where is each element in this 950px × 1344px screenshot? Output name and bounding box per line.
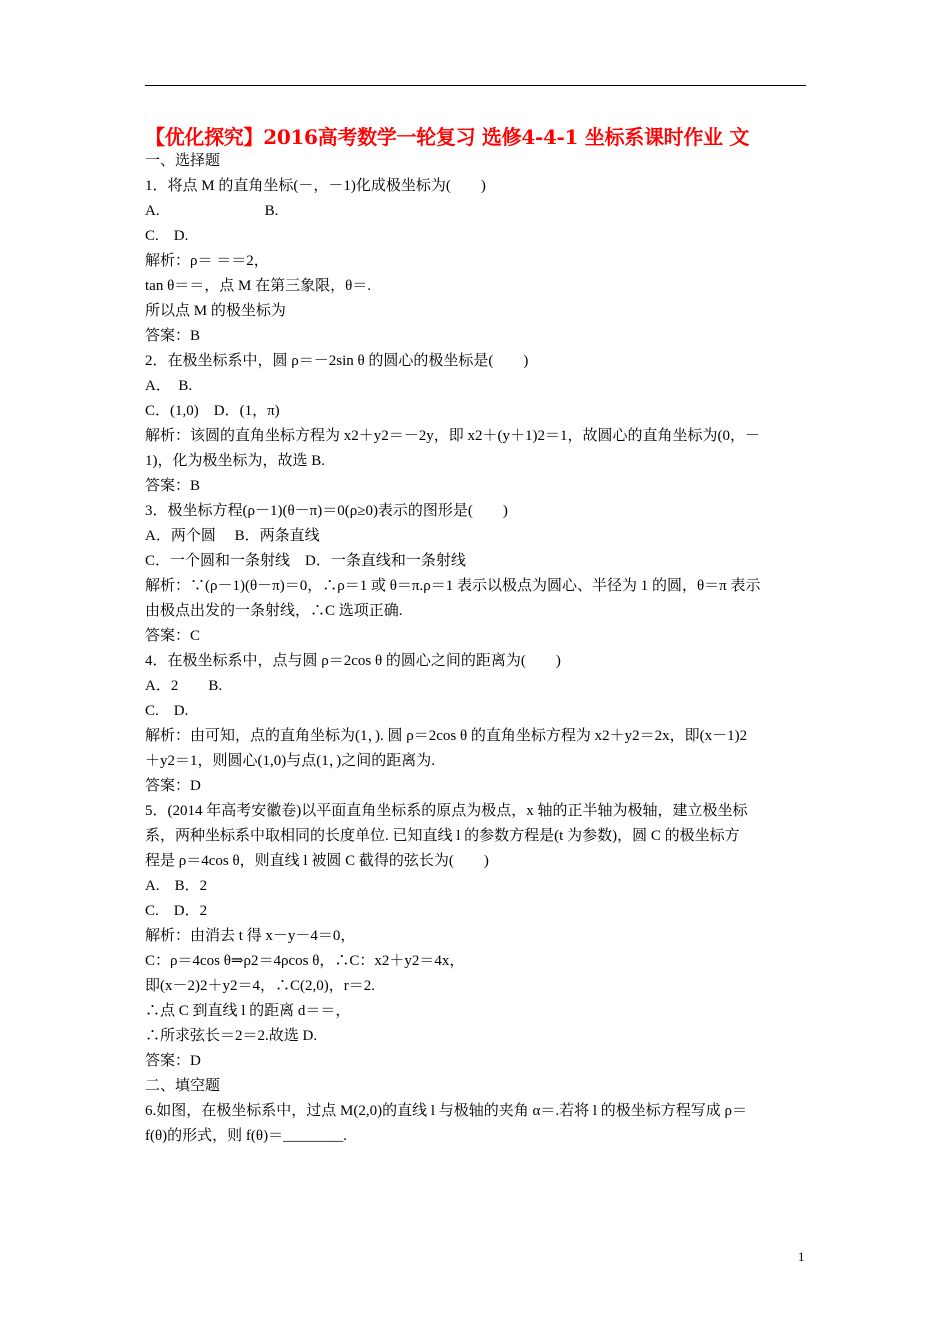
text-line: ∴所求弦长＝2＝2.故选 D. (145, 1028, 318, 1044)
text-line: 解析：该圆的直角坐标方程为 x2＋y2＝－2y，即 x2＋(y＋1)2＝1，故圆心的直角坐标为(0，－ (145, 428, 760, 444)
text-line: 解析：由消去 t 得 x－y－4＝0， (145, 928, 356, 944)
text-line: 3．极坐标方程(ρ－1)(θ－π)＝0(ρ≥0)表示的图形是( ) (145, 503, 508, 519)
text-line: 答案：C (145, 628, 201, 644)
text-line: 解析：由可知，点的直角坐标为(1，). 圆 ρ＝2cos θ 的直角坐标方程为 x2＋y2＝2x，即(x－1)2 (145, 728, 748, 744)
text-line: 5．(2014 年高考安徽卷)以平面直角坐标系的原点为极点，x 轴的正半轴为极轴，建立极坐标 (145, 803, 748, 819)
text-line: A. B. (145, 203, 279, 219)
text-line: A．两个圆 B．两条直线 (145, 528, 320, 544)
text-line: ＋y2＝1，则圆心(1,0)与点(1，)之间的距离为. (145, 753, 435, 769)
text-line: 答案：B (145, 478, 201, 494)
page-number: 1 (798, 1249, 805, 1264)
text-line: 程是 ρ＝4cos θ，则直线 l 被圆 C 截得的弦长为( ) (145, 853, 489, 869)
text-line: 所以点 M 的极坐标为 (145, 303, 286, 319)
text-line: ∴点 C 到直线 l 的距离 d＝＝， (145, 1003, 351, 1019)
text-line: 二、填空题 (145, 1078, 221, 1094)
text-line: A. B．2 (145, 878, 208, 894)
text-line: 即(x－2)2＋y2＝4，∴C(2,0)，r＝2. (145, 978, 375, 994)
text-line: f(θ)的形式，则 f(θ)＝________. (145, 1128, 347, 1144)
text-line: A． B. (145, 378, 193, 394)
text-line: 解析：∵(ρ－1)(θ－π)＝0，∴ρ＝1 或 θ＝π.ρ＝1 表示以极点为圆心、半径为 1 的圆，θ＝π 表示 (145, 578, 761, 594)
text-line: 系，两种坐标系中取相同的长度单位. 已知直线 l 的参数方程是(t 为参数)，圆 C 的极坐标方 (145, 828, 740, 844)
text-line: 2．在极坐标系中，圆 ρ＝－2sin θ 的圆心的极坐标是( ) (145, 353, 529, 369)
text-line: 解析：ρ＝ ＝＝2， (145, 253, 269, 269)
text-line: C．一个圆和一条射线 D．一条直线和一条射线 (145, 553, 466, 569)
text-line: 6.如图，在极坐标系中，过点 M(2,0)的直线 l 与极轴的夹角 α＝.若将 l 的极坐标方程写成 ρ＝ (145, 1103, 748, 1119)
text-line: 答案：D (145, 778, 201, 794)
text-line: 答案：D (145, 1053, 201, 1069)
document-body (145, 149, 807, 1149)
text-line: 1)，化为极坐标为，故选 B. (145, 453, 326, 469)
text-line: 答案：B (145, 328, 201, 344)
document-title: 【优化探究】2016高考数学一轮复习 选修4-4-1 坐标系课时作业 文 (145, 125, 750, 149)
text-line: C. D. (145, 703, 189, 719)
text-line: 由极点出发的一条射线，∴C 选项正确. (145, 603, 403, 619)
text-line: 1．将点 M 的直角坐标(－，－1)化成极坐标为( ) (145, 178, 486, 194)
header-rule (145, 85, 806, 86)
text-line: C：ρ＝4cos θ⇒ρ2＝4ρcos θ，∴C：x2＋y2＝4x， (145, 953, 465, 969)
text-line: tan θ＝＝，点 M 在第三象限，θ＝. (145, 278, 372, 294)
text-line: 4．在极坐标系中，点与圆 ρ＝2cos θ 的圆心之间的距离为( ) (145, 653, 561, 669)
text-line: C．(1,0) D．(1，π) (145, 403, 280, 419)
text-line: C. D．2 (145, 903, 208, 919)
text-line: 一、选择题 (145, 153, 221, 169)
text-line: C. D. (145, 228, 189, 244)
text-line: A．2 B. (145, 678, 223, 694)
